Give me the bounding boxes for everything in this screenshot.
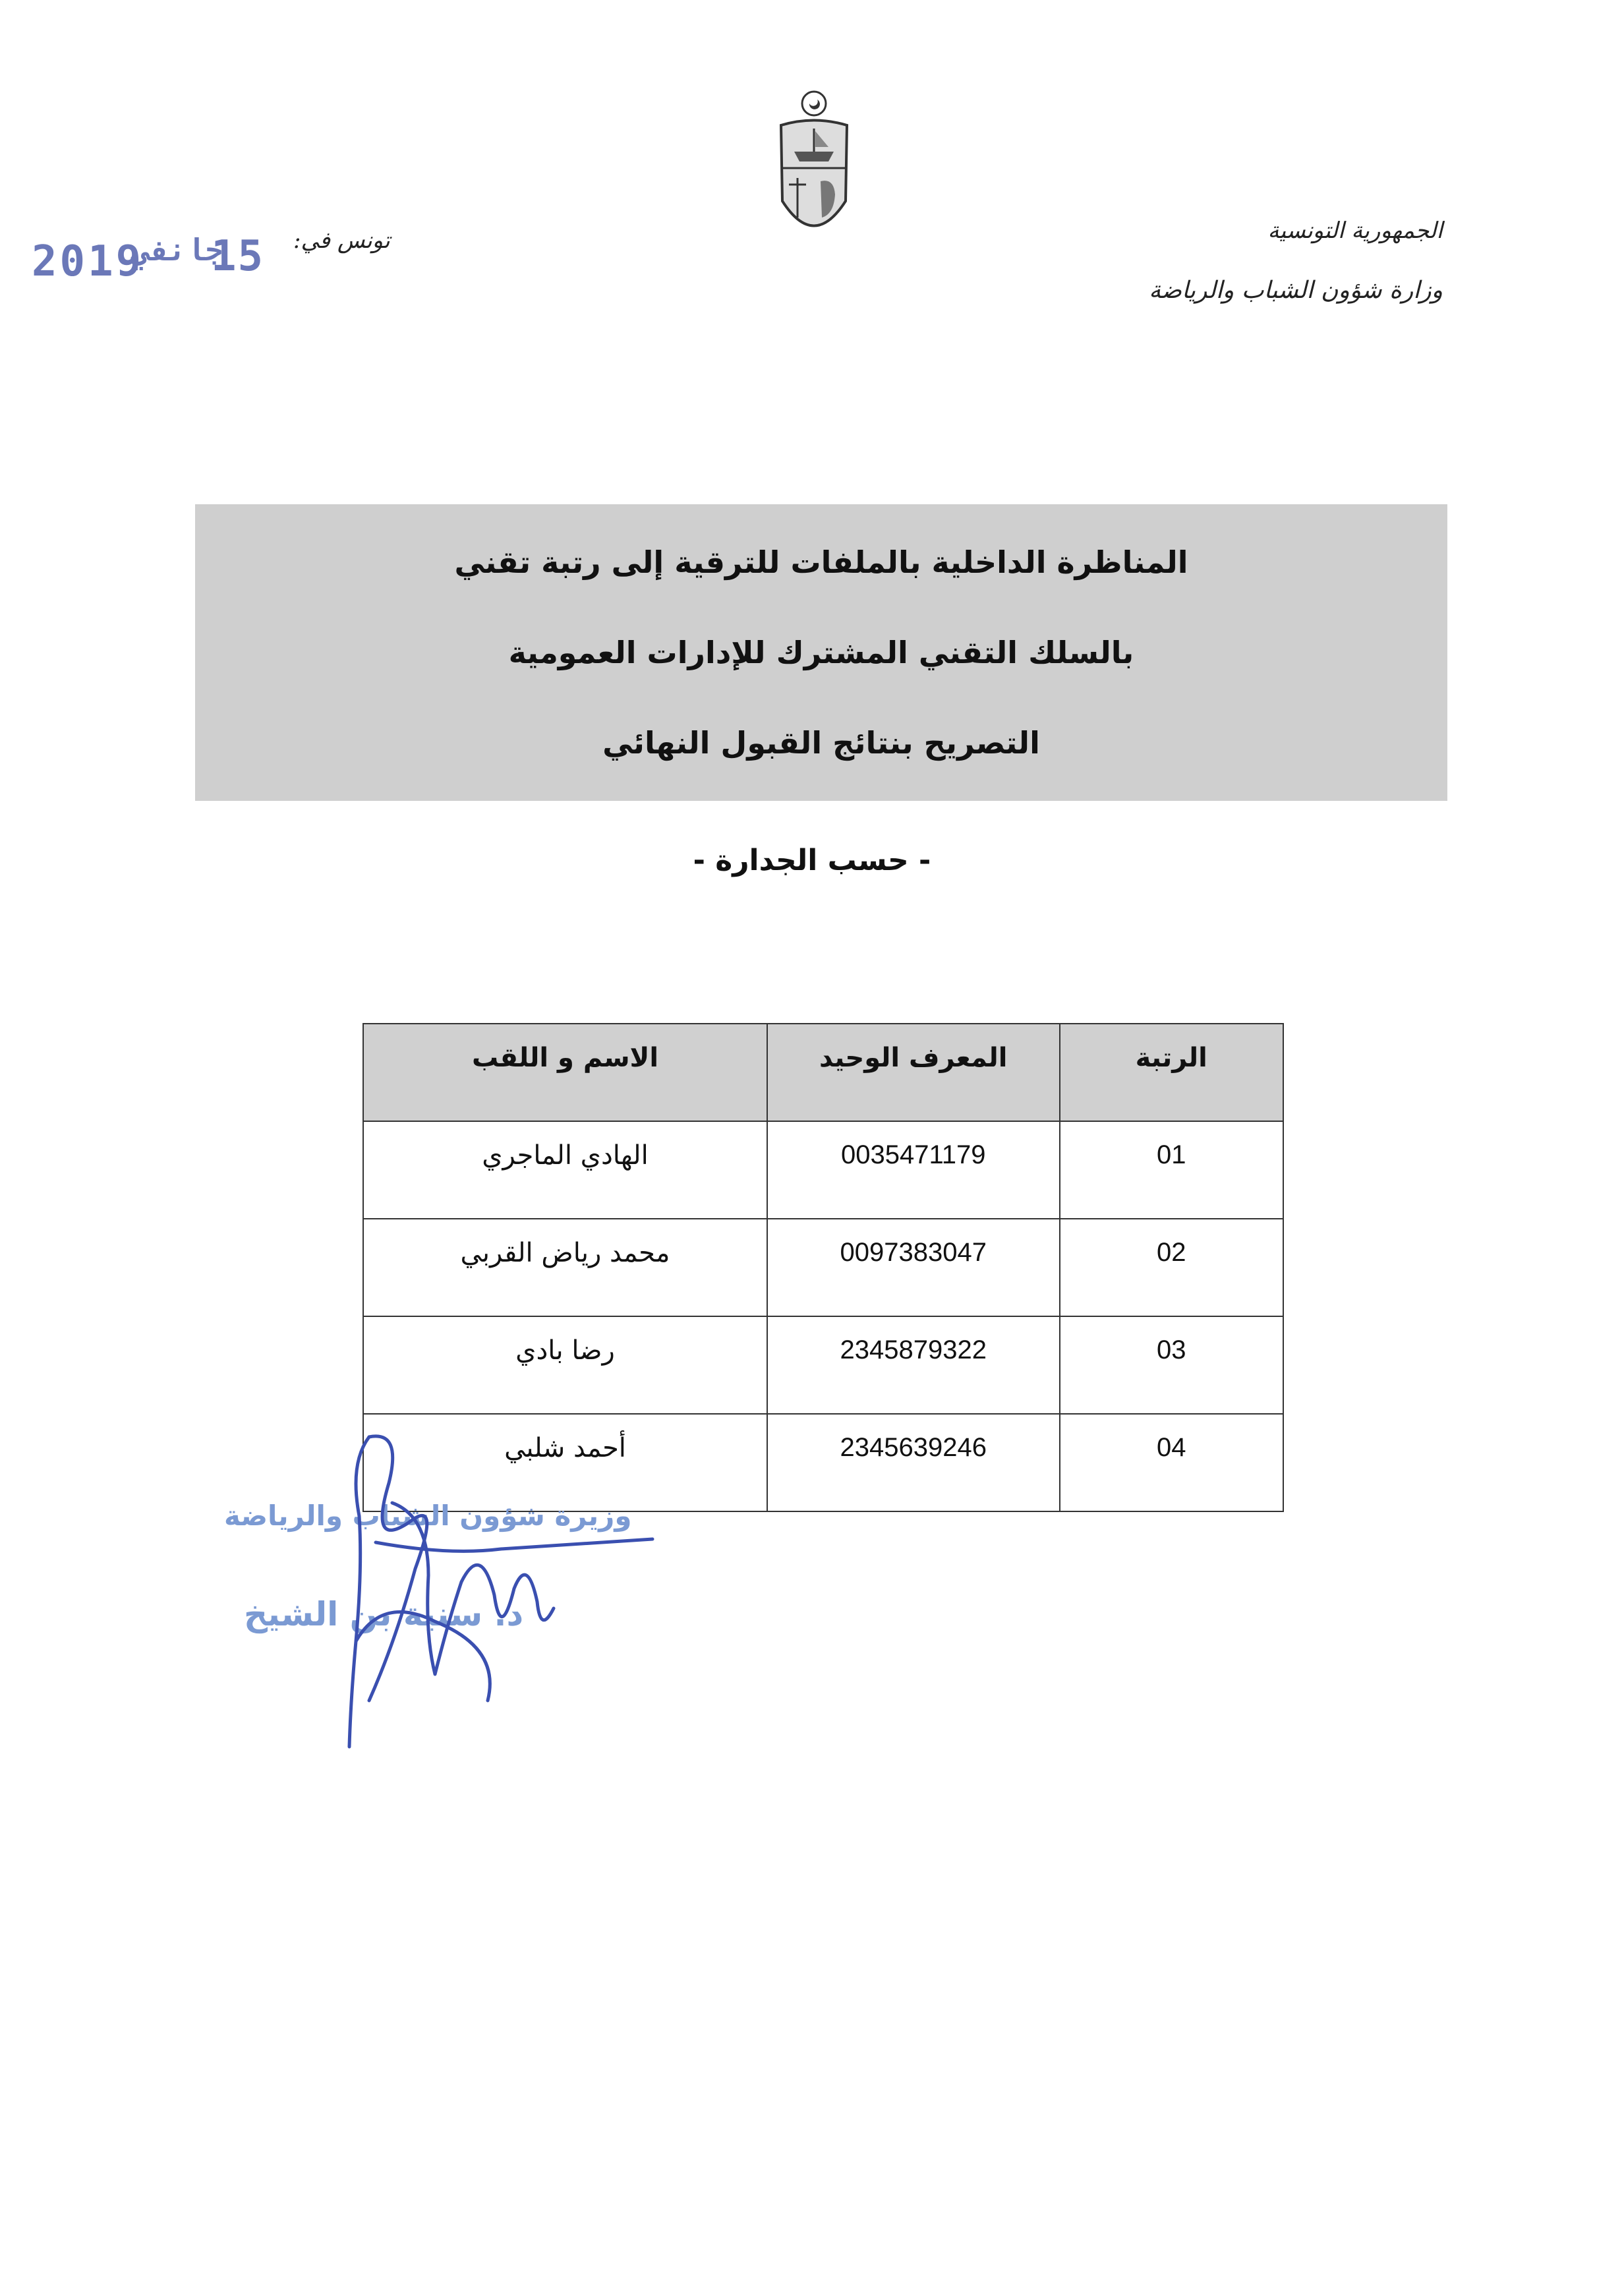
- title-line-2: بالسلك التقني المشترك للإدارات العمومية: [508, 634, 1134, 670]
- title-line-1: المناظرة الداخلية بالملفات للترقية إلى رتبة تقني: [454, 544, 1188, 581]
- handwritten-signature: [330, 1424, 672, 1767]
- coat-of-arms-emblem: [768, 89, 860, 254]
- stamp-month: جانفي: [132, 232, 223, 268]
- id-cell: 0035471179: [767, 1121, 1060, 1219]
- republic-label: الجمهورية التونسية: [1267, 218, 1443, 244]
- header-rank: الرتبة: [1060, 1024, 1284, 1121]
- rank-cell: 02: [1060, 1219, 1284, 1316]
- title-box: [195, 504, 1447, 801]
- name-cell: أحمد شلبي: [363, 1414, 767, 1511]
- id-cell: 0097383047: [767, 1219, 1060, 1316]
- table-row: [363, 1121, 1283, 1219]
- ministry-label: وزارة شؤون الشباب والرياضة: [1149, 277, 1443, 304]
- name-cell: رضا بادي: [363, 1316, 767, 1414]
- table-header-row: [363, 1024, 1283, 1121]
- id-cell: 2345879322: [767, 1316, 1060, 1414]
- stamp-day: 15: [211, 232, 265, 281]
- table-row: [363, 1316, 1283, 1414]
- title-line-3: التصريح بنتائج القبول النهائي: [602, 724, 1040, 761]
- seal-title: وزيرة شؤون الشباب والرياضة: [224, 1500, 632, 1532]
- tunis-date-label: تونس في:: [293, 227, 390, 254]
- subtitle-by-merit: - حسب الجدارة -: [693, 844, 931, 877]
- rank-cell: 04: [1060, 1414, 1284, 1511]
- header-id: المعرف الوحيد: [767, 1024, 1060, 1121]
- stamp-year: 2019: [32, 237, 144, 286]
- id-cell: 2345639246: [767, 1414, 1060, 1511]
- rank-cell: 01: [1060, 1121, 1284, 1219]
- header-name: الاسم و اللقب: [363, 1024, 767, 1121]
- seal-name: د. سنية بن الشيخ: [244, 1595, 524, 1633]
- table-row: [363, 1219, 1283, 1316]
- rank-cell: 03: [1060, 1316, 1284, 1414]
- name-cell: الهادي الماجري: [363, 1121, 767, 1219]
- name-cell: محمد رياض القربي: [363, 1219, 767, 1316]
